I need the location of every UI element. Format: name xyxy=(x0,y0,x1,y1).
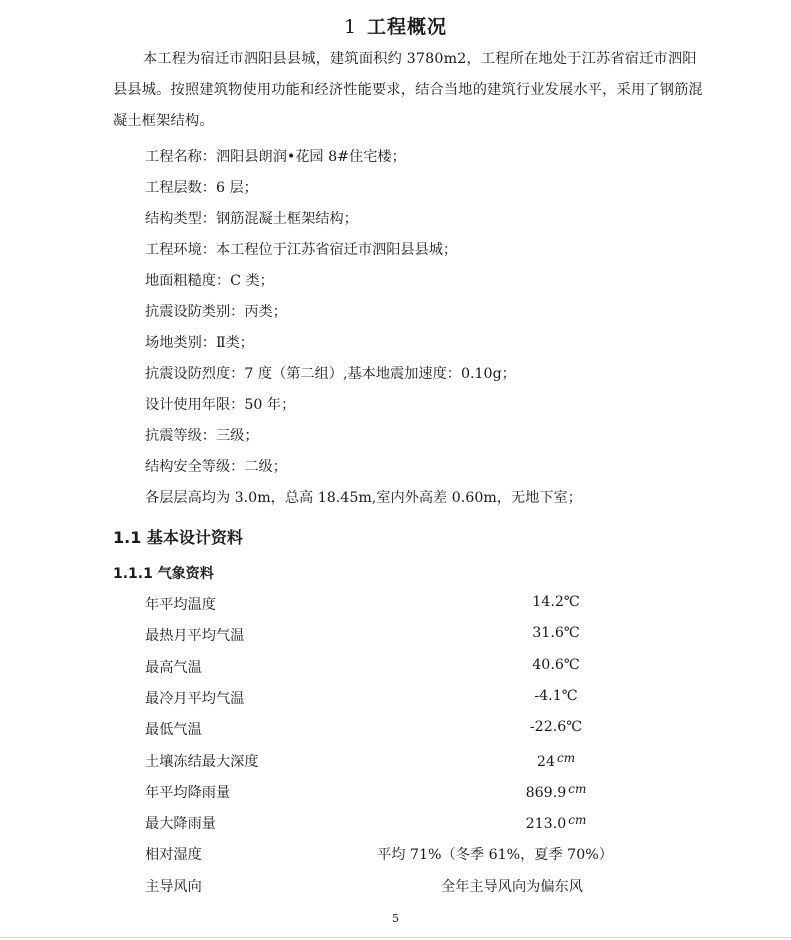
unit-label: cm xyxy=(568,813,587,828)
weather-value: 213.0 $^{cm}$ xyxy=(525,813,587,833)
chapter-title xyxy=(0,12,791,39)
weather-label: 最热月平均气温 xyxy=(145,628,245,645)
info-item: 抗震设防烈度：7 度（第二组）,基本地震加速度：0.10g； xyxy=(145,366,516,382)
weather-label: 相对湿度 xyxy=(145,847,202,864)
unit-label: cm xyxy=(568,781,587,796)
unit-label: cm xyxy=(556,750,576,765)
weather-label: 年平均降雨量 xyxy=(145,784,231,801)
weather-label: 最低气温 xyxy=(145,722,202,739)
weather-label: 年平均温度 xyxy=(145,597,216,613)
weather-value: 24 $^{cm}$ xyxy=(536,750,576,770)
weather-value: 14.2℃ xyxy=(532,594,580,610)
weather-value: 全年主导风向为偏东风 xyxy=(441,878,583,895)
weather-label: 最大降雨量 xyxy=(145,816,216,833)
weather-label: 最高气温 xyxy=(145,659,202,676)
weather-value: 869.9 $^{cm}$ xyxy=(525,781,587,801)
info-item: 工程层数：6 层； xyxy=(145,180,258,196)
chapter-number: 1 xyxy=(343,16,358,38)
info-item: 结构安全等级：二级； xyxy=(145,459,287,475)
info-item: 各层层高均为 3.0m，总高 18.45m,室内外高差 0.60m，无地下室； xyxy=(145,490,582,506)
weather-row xyxy=(0,751,791,779)
weather-value: 平均 71%（冬季 61%，夏季 70%） xyxy=(377,847,613,864)
page-bottom-rule xyxy=(0,937,791,938)
weather-row xyxy=(0,844,791,872)
info-item: 结构类型：钢筋混凝土框架结构； xyxy=(145,211,358,227)
weather-value: 40.6℃ xyxy=(532,656,580,673)
weather-row xyxy=(0,625,791,653)
weather-row xyxy=(0,594,791,622)
weather-row xyxy=(0,813,791,841)
info-item: 地面粗糙度：C 类； xyxy=(145,273,274,289)
weather-value: -22.6℃ xyxy=(529,719,583,736)
intro-paragraph: 本工程为宿迁市泗阳县县城，建筑面积约 3780m2，工程所在地处于江苏省宿迁市泗阳县县城。按照建筑物使用功能和经济性能要求，结合当地的建筑行业发展水平，采用了钢筋混凝土框架结构。 xyxy=(113,51,703,129)
weather-row xyxy=(0,876,791,904)
subsection-heading: 1.1.1 气象资料 xyxy=(113,566,214,582)
weather-row xyxy=(0,719,791,747)
info-item: 设计使用年限：50 年； xyxy=(145,397,296,413)
weather-row xyxy=(0,782,791,810)
weather-value: -4.1℃ xyxy=(534,687,578,704)
info-item: 抗震等级：三级； xyxy=(145,428,259,444)
info-item: 抗震设防类别：丙类； xyxy=(145,304,287,320)
weather-row xyxy=(0,657,791,685)
info-item: 工程环境：本工程位于江苏省宿迁市泗阳县县城； xyxy=(145,242,458,258)
weather-label: 主导风向 xyxy=(145,878,202,895)
info-item: 场地类别：Ⅱ类； xyxy=(145,335,254,351)
weather-label: 土壤冻结最大深度 xyxy=(145,753,259,770)
info-item: 工程名称：泗阳县朗润•花园 8#住宅楼； xyxy=(145,149,406,165)
weather-value: 31.6℃ xyxy=(532,625,580,642)
weather-row xyxy=(0,688,791,716)
chapter-title-text: 工程概况 xyxy=(367,16,448,38)
page-number: 5 xyxy=(392,912,399,925)
weather-label: 最冷月平均气温 xyxy=(145,690,245,707)
section-heading: 1.1 基本设计资料 xyxy=(113,528,243,547)
